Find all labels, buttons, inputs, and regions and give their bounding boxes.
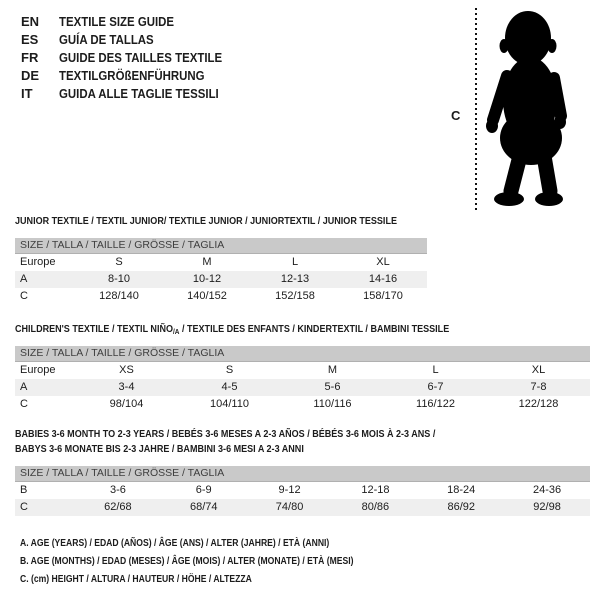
row-label: B: [20, 484, 28, 496]
row-label: A: [20, 381, 28, 393]
language-row-en: [21, 13, 244, 31]
title-part: CHILDREN'S TEXTILE / TEXTIL NIÑO: [15, 323, 174, 335]
value-cell: 74/80: [275, 501, 304, 513]
value-cell: 92/98: [533, 501, 561, 513]
childrens-size-header-bar: [15, 346, 590, 362]
language-code: FR: [21, 50, 39, 65]
babies-size-header-bar: [15, 466, 590, 482]
table-row-age: [15, 379, 590, 396]
value-cell: 152/158: [275, 290, 315, 302]
language-label: GUIDA ALLE TAGLIE TESSILI: [59, 86, 219, 101]
row-label: A: [20, 273, 28, 285]
footnote-b: B. AGE (MONTHS) / EDAD (MESES) / ÂGE (MOIS) / ALTER (MONATE) / ETÀ (MESI): [20, 556, 354, 567]
size-header-text: SIZE / TALLA / TAILLE / GRÖSSE / TAGLIA: [20, 239, 225, 251]
language-row-es: [21, 31, 244, 49]
value-cell: 116/122: [416, 398, 455, 410]
row-label: C: [20, 398, 28, 410]
size-cell: L: [432, 364, 439, 376]
value-cell: 12-13: [280, 273, 310, 285]
value-cell: 122/128: [518, 398, 559, 410]
value-cell: 9-12: [278, 484, 301, 496]
row-label: Europe: [20, 364, 56, 376]
size-cell: L: [291, 256, 299, 268]
value-cell: 24-36: [532, 484, 562, 496]
value-cell: 140/152: [187, 290, 227, 302]
value-cell: 10-12: [192, 273, 222, 285]
value-cell: 86/92: [447, 501, 475, 513]
size-cell: S: [225, 364, 234, 376]
table-row-age-months: [15, 482, 590, 499]
babies-textile-table: [15, 427, 590, 516]
language-code: ES: [21, 32, 39, 47]
height-measure-label: C: [451, 108, 461, 123]
language-label: GUÍA DE TALLAS: [59, 32, 154, 47]
table-row-height: [15, 499, 590, 516]
value-cell: 6-7: [427, 381, 444, 393]
language-label: GUIDE DES TAILLES TEXTILE: [59, 50, 223, 65]
footnote-c: C. (cm) HEIGHT / ALTURA / HAUTEUR / HÖHE / ALTEZZA: [20, 574, 252, 585]
size-cell: M: [327, 364, 338, 376]
babies-title-line1: BABIES 3-6 MONTH TO 2-3 YEARS / BEBÉS 3-6 MESES A 2-3 AÑOS / BÉBÉS 3-6 MOIS À 2-3 ANS /: [15, 428, 436, 440]
value-cell: 12-18: [361, 484, 390, 496]
value-cell: 158/170: [363, 290, 403, 302]
footnote-a: A. AGE (YEARS) / EDAD (AÑOS) / ÂGE (ANS) / ALTER (JAHRE) / ETÀ (ANNI): [20, 538, 330, 549]
value-cell: 8-10: [107, 273, 131, 285]
baby-silhouette-image: [484, 8, 576, 208]
row-label: C: [20, 501, 28, 513]
value-cell: 128/140: [99, 290, 139, 302]
language-legend: [21, 13, 244, 103]
value-cell: 68/74: [189, 501, 218, 513]
height-measure-dotted-line: [474, 8, 478, 213]
babies-title-line2: BABYS 3-6 MONATE BIS 2-3 JAHRE / BAMBINI 3-6 MESI A 2-3 ANNI: [15, 443, 304, 455]
table-row-age: [15, 271, 427, 288]
size-cell: XS: [119, 364, 134, 376]
title-part: / TEXTILE DES ENFANTS / KINDERTEXTIL / BAMBINI TESSILE: [179, 323, 450, 335]
language-code: DE: [21, 68, 40, 83]
language-row-it: [21, 85, 244, 103]
table-row-europe: [15, 362, 590, 379]
size-header-text: SIZE / TALLA / TAILLE / GRÖSSE / TAGLIA: [20, 467, 225, 479]
childrens-table-title: [15, 322, 590, 337]
size-cell: S: [115, 256, 123, 268]
row-label: C: [20, 290, 28, 302]
value-cell: 5-6: [324, 381, 341, 393]
junior-table-title: [15, 214, 427, 229]
language-row-fr: [21, 49, 244, 67]
value-cell: 7-8: [530, 381, 547, 393]
junior-title-text: JUNIOR TEXTILE / TEXTIL JUNIOR/ TEXTILE JUNIOR / JUNIORTEXTIL / JUNIOR TESSILE: [15, 215, 397, 227]
value-cell: 3-6: [109, 484, 126, 496]
value-cell: 3-4: [118, 381, 135, 393]
language-label: TEXTILGRÖßENFÜHRUNG: [59, 68, 205, 83]
value-cell: 6-9: [195, 484, 212, 496]
value-cell: 110/116: [313, 398, 352, 410]
title-subscript: /A: [173, 327, 180, 336]
size-cell: M: [202, 256, 212, 268]
size-header-text: SIZE / TALLA / TAILLE / GRÖSSE / TAGLIA: [20, 347, 225, 359]
value-cell: 62/68: [104, 501, 132, 513]
size-cell: XL: [531, 364, 546, 376]
junior-size-header-bar: [15, 238, 427, 254]
value-cell: 80/86: [361, 501, 390, 513]
language-label: TEXTILE SIZE GUIDE: [59, 14, 175, 29]
junior-textile-table: [15, 214, 427, 305]
value-cell: 98/104: [109, 398, 144, 410]
babies-table-title: [15, 427, 590, 457]
value-cell: 4-5: [221, 381, 238, 393]
language-row-de: [21, 67, 244, 85]
value-cell: 104/110: [210, 398, 249, 410]
childrens-textile-table: [15, 322, 590, 413]
footnotes-block: [20, 535, 408, 589]
size-cell: XL: [376, 256, 390, 268]
table-row-height: [15, 396, 590, 413]
table-row-height: [15, 288, 427, 305]
language-code: EN: [21, 14, 40, 29]
language-code: IT: [21, 86, 33, 101]
table-row-europe: [15, 254, 427, 271]
value-cell: 14-16: [368, 273, 398, 285]
row-label: Europe: [20, 256, 56, 268]
childrens-title-text: [15, 322, 510, 337]
value-cell: 18-24: [447, 484, 476, 496]
